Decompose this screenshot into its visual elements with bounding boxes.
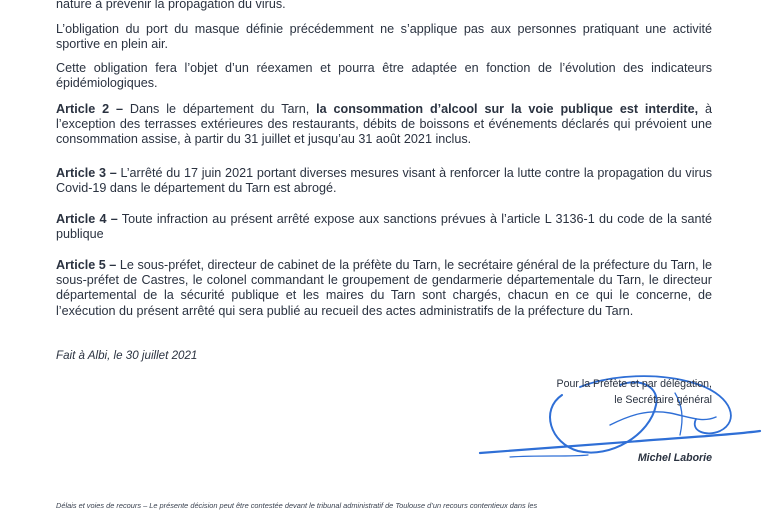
article-4-label: Article 4 – <box>56 212 118 226</box>
article-2 <box>56 102 712 148</box>
signature-delegation-line: Pour la Préfète et par délégation, <box>556 378 712 390</box>
paragraph-mask-exemption: L’obligation du port du masque définie précédemment ne s’applique pas aux personnes pratiquant une activité sportive en plein air. <box>56 22 712 52</box>
article-2-text-a: Dans le département du Tarn, <box>123 102 317 116</box>
paragraph-reexamination: Cette obligation fera l’objet d’un réexamen et pourra être adaptée en fonction de l’évolution des indicateurs épidémiologiques. <box>56 61 712 91</box>
article-3-text: L’arrêté du 17 juin 2021 portant diverses mesures visant à renforcer la lutte contre la propagation du virus Covid-19 dans le département du Tarn est abrogé. <box>56 166 713 196</box>
signature-title-line: le Secrétaire général <box>614 394 712 406</box>
article-4-text: Toute infraction au présent arrêté expose aux sanctions prévues à l’article L 3136-1 du code de la santé publique <box>56 212 712 242</box>
article-5-text: Le sous-préfet, directeur de cabinet de la préfète du Tarn, le secrétaire général de la préfecture du Tarn, le sous-préfet de Castres, le colonel commandant le groupement de gendarmerie départementale du Tarn, le directeur départemental de la sécurité publique et les maires du Tarn sont chargés, chacun en ce qui le concerne, de l’exécution du présent arrêté qui sera publié au recueil des actes administratifs de la préfecture du Tarn. <box>56 258 713 318</box>
article-2-text-b: à l’exception des terrasses extérieures des restaurants, débits de boissons et événements déclarés qui prévoient une consommation assise, à partir du 31 juillet et jusqu’au 31 août 2021 inclus. <box>56 102 713 147</box>
article-3-label: Article 3 – <box>56 166 117 180</box>
article-3 <box>56 166 712 196</box>
signer-name: Michel Laborie <box>637 452 712 464</box>
article-5-label: Article 5 – <box>56 258 117 272</box>
footer-appeal-notice: Délais et voies de recours – Le présente décision peut être contestée devant le tribunal administratif de Toulouse d’un recours contentieux dans les <box>56 501 538 510</box>
paragraph-continuation: nature à prévenir la propagation du virus. <box>56 0 286 11</box>
article-4 <box>56 212 712 242</box>
place-and-date: Fait à Albi, le 30 juillet 2021 <box>56 349 198 362</box>
article-2-label: Article 2 – <box>56 102 124 116</box>
article-5 <box>56 258 712 319</box>
article-2-emphasis: la consommation d’alcool sur la voie publique est interdite, <box>316 102 699 116</box>
